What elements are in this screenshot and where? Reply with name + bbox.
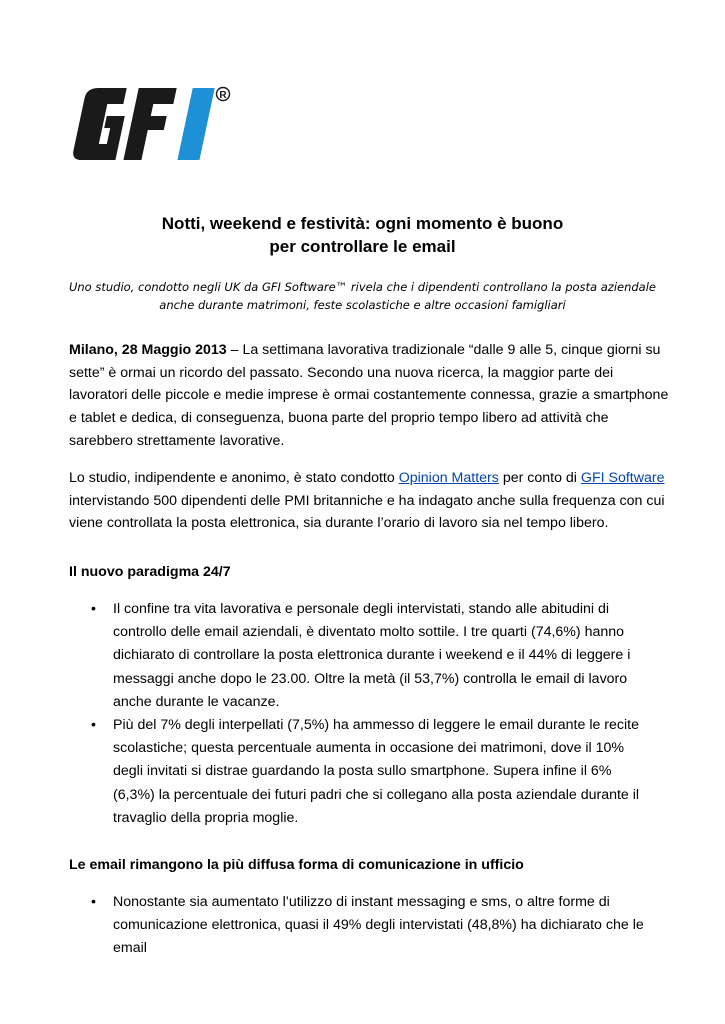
- study-text-3: intervistando 500 dipendenti delle PMI britanniche e ha indagato anche sulla frequenza con cui viene controllata la posta elettronica, sia durante l’orario di lavoro sia nel tempo libero.: [69, 492, 665, 532]
- study-text-2: per conto di: [498, 470, 581, 486]
- title-line-2: per controllare le email: [269, 237, 456, 256]
- bullet-icon: •: [91, 601, 96, 617]
- bullet-text: Nonostante sia aumentato l’utilizzo di instant messaging e sms, o altre forme di comunicazione elettronica, quasi il 49% degli intervistati (48,8%) ha dichiarato che le email: [113, 894, 644, 957]
- study-paragraph: [69, 467, 669, 535]
- bullet-icon: •: [91, 894, 96, 910]
- document-title: [0, 212, 725, 258]
- subtitle-line-1: Uno studio, condotto negli UK da GFI Software™ rivela che i dipendenti controllano la posta aziendale: [68, 280, 657, 294]
- paradigm-bullet-list: [0, 598, 725, 830]
- bullet-text: Più del 7% degli interpellati (7,5%) ha ammesso di leggere le email durante le recite scolastiche; questa percentuale aumenta in occasione dei matrimoni, dove il 10% degli invitati si distrae guardando la posta sullo smartphone. Supera infine il 6% (6,3%) la percentuale dei futuri padri che si collegano alla posta aziendale durante il travaglio della propria moglie.: [113, 717, 640, 826]
- subtitle-line-2: anche durante matrimoni, feste scolastiche e altre occasioni famigliari: [159, 298, 566, 312]
- email-bullet-list: [0, 891, 725, 961]
- list-item: [0, 891, 653, 961]
- bullet-icon: •: [91, 717, 96, 734]
- gfi-logo: [70, 82, 235, 166]
- intro-paragraph: [69, 339, 669, 453]
- study-text-1: Lo studio, indipendente e anonimo, è stato condotto: [69, 470, 399, 486]
- bullet-text: Il confine tra vita lavorativa e personale degli intervistati, stando alle abitudini di controllo delle email aziendali, è diventato molto sottile. I tre quarti (74,6%) hanno dichiarato di controllare la posta elettronica durante i weekend e il 44% di leggere i messaggi anche dopo le 23.00. Oltre la metà (il 53,7%) controlla le email di lavoro anche durante le vacanze.: [113, 601, 631, 710]
- list-item: [0, 598, 653, 714]
- section-heading-email: Le email rimangono la più diffusa forma di comunicazione in ufficio: [69, 857, 524, 873]
- opinion-matters-link[interactable]: Opinion Matters: [398, 470, 499, 486]
- intro-text: – La settimana lavorativa tradizionale “dalle 9 alle 5, cinque giorni su sette” è ormai un ricordo del passato. Secondo una nuova ricerca, la maggior parte dei lavoratori delle piccole e medie imprese è ormai costantemente connessa, grazie a smartphone e tablet e dedica, di conseguenza, buona parte del proprio tempo libero ad attività che sarebbero strettamente lavorative.: [69, 342, 669, 449]
- gfi-software-link[interactable]: GFI Software: [580, 470, 665, 486]
- section-heading-paradigm: Il nuovo paradigma 24/7: [69, 564, 231, 580]
- dateline: Milano, 28 Maggio 2013: [69, 342, 227, 358]
- svg-text:R: R: [219, 90, 227, 101]
- list-item: [0, 714, 653, 830]
- title-line-1: Notti, weekend e festività: ogni momento è buono: [161, 214, 564, 233]
- document-subtitle: [60, 278, 665, 314]
